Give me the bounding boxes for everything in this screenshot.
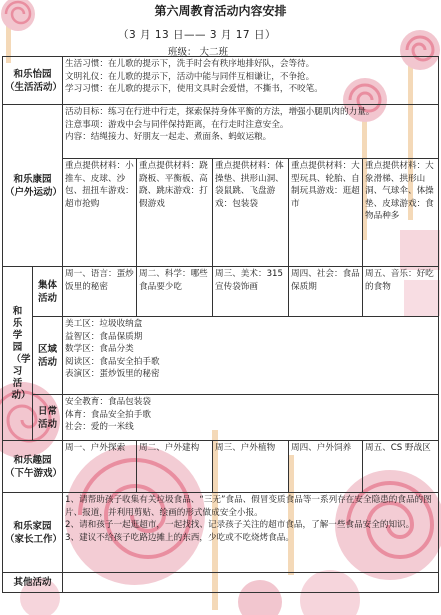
outdoor-goal: 活动目标：练习在行进中行走，探索保持身体平衡的方法，增强小腿肌肉的力量。	[65, 107, 375, 117]
sublabel-group: 集体活动	[33, 267, 63, 317]
section-label-outdoor: 和乐康园（户外运动）	[3, 105, 63, 267]
outdoor-day-cell: 重点提供材料：大象滑梯、拱形山洞、气球伞、体操垫、皮球游戏：食物品种多	[363, 159, 439, 267]
daily-item: 社会：爱的一米线	[65, 422, 134, 432]
area-item: 数学区：食品分类	[65, 344, 134, 354]
home-item: 2、请和孩子一起逛超市，一起找找、记录孩子关注的超市食品，了解一些食品安全的知识。	[65, 520, 415, 530]
home-cell	[63, 493, 439, 573]
home-item: 1、请帮助孩子收集有关垃圾食品、“三无”食品、假冒变质食品等一系列存在安全隐患的食品的图片、报道，并利用剪贴、绘画的形式做成安全小报。	[65, 495, 432, 518]
game-day-cell: 周一、户外探索	[63, 441, 137, 493]
routine-item: 学习习惯：在儿歌的提示下，使用文具时会爱惜，不撕书，不咬笔。	[65, 84, 323, 94]
section-label-home: 和乐家园（家长工作）	[3, 493, 63, 573]
daily-activity-cell	[63, 395, 439, 441]
group-activity-cell: 周一、语言：蛋炒饭里的秘密	[63, 267, 137, 317]
area-item: 美工区：垃圾收纳盒	[65, 319, 143, 329]
routine-cell	[63, 57, 439, 105]
section-label-game: 和乐趣园（下午游戏）	[3, 441, 63, 493]
game-day-cell: 周二、户外建构	[137, 441, 213, 493]
outdoor-goal-cell	[63, 105, 439, 159]
group-activity-cell: 周三、美术：315 宣传袋饰画	[213, 267, 289, 317]
area-item: 表演区：蛋炒饭里的秘密	[65, 369, 160, 379]
home-item: 3、建议不给孩子吃路边摊上的东西，少吃或不吃烧烤食品。	[65, 532, 294, 543]
outdoor-content: 内容：结绳接力、好朋友一起走、煮面条、蚂蚁运粮。	[65, 132, 272, 142]
group-activity-cell: 周五、音乐：好吃的食物	[363, 267, 439, 317]
group-activity-cell: 周二、科学：哪些食品要少吃	[137, 267, 213, 317]
game-day-cell: 周三、户外植物	[213, 441, 289, 493]
sublabel-area: 区域活动	[33, 317, 63, 395]
other-cell	[63, 573, 439, 593]
area-item: 阅读区：食品安全拍手歌	[65, 356, 160, 367]
sublabel-daily: 日常活动	[33, 395, 63, 441]
outdoor-notes: 注意事项：游戏中会与同伴保持距离，在行走时注意安全。	[65, 119, 289, 130]
game-day-cell: 周五、CS 野战区	[363, 441, 439, 493]
daily-item: 安全教育：食品包装袋	[65, 397, 151, 407]
outdoor-day-cell: 重点提供材料：小推车、皮球、沙包、扭扭车游戏：超市抢购	[63, 159, 137, 267]
outdoor-day-cell: 重点提供材料：大型玩具、轮胎、自制玩具游戏：逛超市	[289, 159, 363, 267]
game-day-cell: 周四、户外饲养	[289, 441, 363, 493]
area-item: 益智区：食品保质期	[65, 331, 143, 342]
date-range: （3 月 13 日—— 3 月 17 日）	[118, 29, 276, 41]
routine-item: 生活习惯：在儿歌的提示下，洗手时会有秩序地排好队，会等待。	[65, 59, 315, 69]
daily-item: 体育：食品安全拍手歌	[65, 409, 151, 420]
outdoor-day-cell: 重点提供材料：跷跷板、平衡板、高跷、跳床游戏：打假游戏	[137, 159, 213, 267]
outdoor-day-cell: 重点提供材料：体操垫、拱形山洞、袋鼠跳、飞盘游戏：包装袋	[213, 159, 289, 267]
section-label-other: 其他活动	[3, 573, 63, 593]
area-activity-cell	[63, 317, 439, 395]
routine-item: 文明礼仪：在儿歌的提示下，活动中能与同伴互相谦让，不争抢。	[65, 71, 315, 82]
section-label-routine: 和乐怡园（生活活动）	[3, 57, 63, 105]
group-activity-cell: 周四、社会：食品保质期	[289, 267, 363, 317]
page-title: 第六周教育活动内容安排	[154, 4, 287, 18]
section-label-learning: 和乐学园（学习活动）	[3, 267, 33, 441]
class-label: 班级： 大二班	[168, 47, 229, 58]
weekly-plan-table	[2, 56, 439, 593]
